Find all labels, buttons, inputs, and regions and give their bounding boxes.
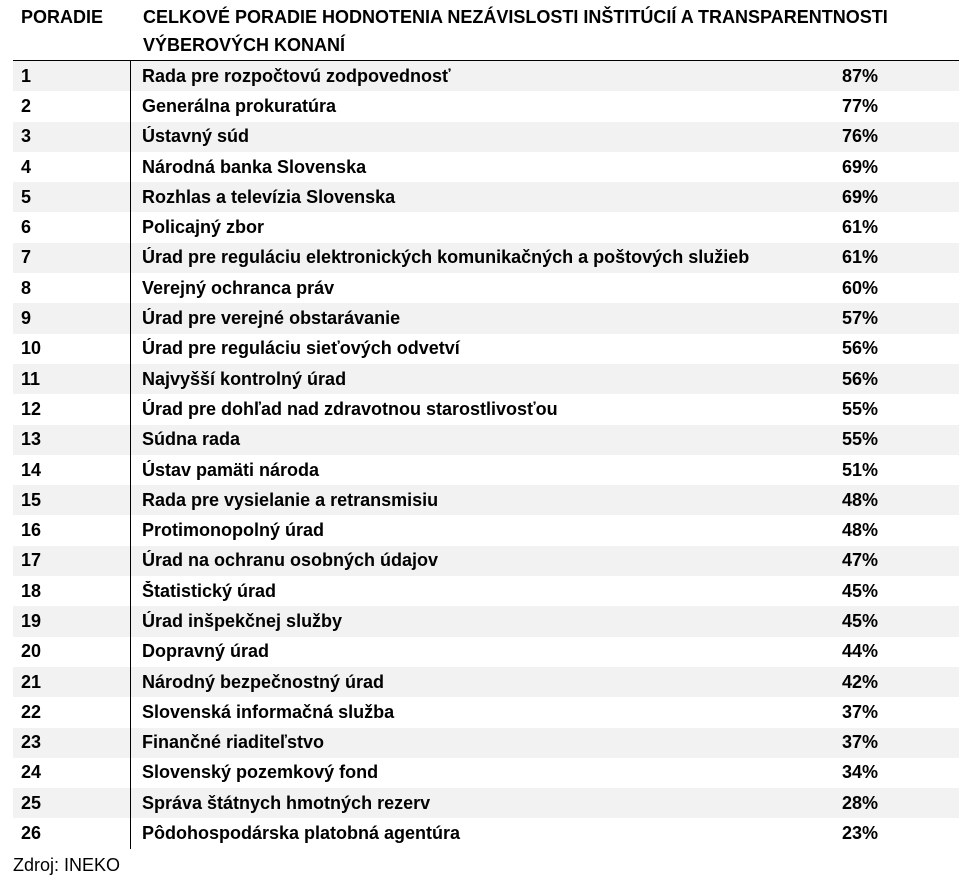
row-institution: Generálna prokuratúra: [142, 95, 337, 116]
row-institution: Úrad pre verejné obstarávanie: [142, 308, 401, 329]
row-rank: 9: [13, 303, 131, 333]
table-row: [13, 546, 959, 576]
row-rank: 18: [13, 576, 131, 606]
table-row: [13, 61, 959, 91]
row-institution: Slovenský pozemkový fond: [142, 762, 379, 783]
table-row: [13, 758, 959, 788]
table-row: [13, 515, 959, 545]
row-rank: 24: [13, 758, 131, 788]
table-row: [13, 212, 959, 242]
row-institution: Úrad pre reguláciu sieťových odvetví: [142, 338, 460, 359]
row-percentage: 45%: [842, 580, 879, 601]
row-percentage: 48%: [842, 520, 879, 541]
row-rank: 1: [13, 61, 131, 91]
table-row: [13, 243, 959, 273]
ranking-table: [13, 0, 959, 849]
table-row: [13, 455, 959, 485]
row-rank: 2: [13, 91, 131, 121]
row-institution: Úrad pre reguláciu elektronických komunikačných a poštových služieb: [142, 247, 750, 268]
row-rank: 15: [13, 485, 131, 515]
row-percentage: 56%: [842, 368, 879, 389]
row-rank: 26: [13, 818, 131, 848]
row-rank: 11: [13, 364, 131, 394]
table-row: [13, 303, 959, 333]
row-institution: Policajný zbor: [142, 217, 265, 238]
table-row: [13, 728, 959, 758]
row-institution: Rada pre rozpočtovú zodpovednosť: [142, 65, 451, 86]
row-institution: Protimonopolný úrad: [142, 520, 324, 541]
row-percentage: 51%: [842, 459, 879, 480]
row-rank: 10: [13, 334, 131, 364]
table-row: [13, 182, 959, 212]
table-row: [13, 818, 959, 848]
table-row: [13, 273, 959, 303]
row-rank: 14: [13, 455, 131, 485]
row-institution: Rozhlas a televízia Slovenska: [142, 186, 396, 207]
row-percentage: 69%: [842, 156, 879, 177]
row-percentage: 60%: [842, 277, 879, 298]
row-percentage: 37%: [842, 701, 879, 722]
table-row: [13, 122, 959, 152]
row-percentage: 28%: [842, 792, 879, 813]
table-row: [13, 91, 959, 121]
row-percentage: 45%: [842, 610, 879, 631]
table-row: [13, 576, 959, 606]
row-rank: 4: [13, 152, 131, 182]
row-percentage: 37%: [842, 732, 879, 753]
row-institution: Národná banka Slovenska: [142, 156, 367, 177]
row-percentage: 34%: [842, 762, 879, 783]
table-row: [13, 485, 959, 515]
row-percentage: 76%: [842, 126, 879, 147]
row-institution: Úrad na ochranu osobných údajov: [142, 550, 439, 571]
table-row: [13, 425, 959, 455]
row-percentage: 47%: [842, 550, 879, 571]
table-row: [13, 667, 959, 697]
row-rank: 5: [13, 182, 131, 212]
row-rank: 7: [13, 243, 131, 273]
row-institution: Národný bezpečnostný úrad: [142, 671, 385, 692]
row-institution: Pôdohospodárska platobná agentúra: [142, 823, 461, 844]
row-rank: 20: [13, 637, 131, 667]
row-institution: Ústavný súd: [142, 126, 250, 147]
row-institution: Štatistický úrad: [142, 580, 277, 601]
row-institution: Ústav pamäti národa: [142, 459, 320, 480]
table-row: [13, 394, 959, 424]
row-percentage: 44%: [842, 641, 879, 662]
row-rank: 21: [13, 667, 131, 697]
row-percentage: 56%: [842, 338, 879, 359]
table-row: [13, 637, 959, 667]
row-institution: Úrad pre dohľad nad zdravotnou starostlivosťou: [142, 398, 558, 419]
table-row: [13, 788, 959, 818]
row-institution: Správa štátnych hmotných rezerv: [142, 792, 431, 813]
row-institution: Dopravný úrad: [142, 641, 270, 662]
row-rank: 16: [13, 515, 131, 545]
row-rank: 23: [13, 728, 131, 758]
row-institution: Finančné riaditeľstvo: [142, 732, 324, 753]
row-percentage: 57%: [842, 308, 879, 329]
header-rank: PORADIE: [21, 7, 104, 27]
table-row: [13, 364, 959, 394]
row-percentage: 61%: [842, 217, 879, 238]
row-percentage: 69%: [842, 186, 879, 207]
row-percentage: 61%: [842, 247, 879, 268]
source-note: Zdroj: INEKO: [13, 855, 121, 875]
row-rank: 13: [13, 425, 131, 455]
row-rank: 19: [13, 606, 131, 636]
header-title: CELKOVÉ PORADIE HODNOTENIA NEZÁVISLOSTI INŠTITÚCIÍ A TRANSPARENTNOSTI VÝBEROVÝCH KONANÍ: [143, 7, 888, 55]
row-rank: 25: [13, 788, 131, 818]
row-institution: Slovenská informačná služba: [142, 701, 395, 722]
row-rank: 6: [13, 212, 131, 242]
row-percentage: 55%: [842, 398, 879, 419]
row-institution: Najvyšší kontrolný úrad: [142, 368, 347, 389]
table-body: [13, 60, 959, 849]
row-percentage: 23%: [842, 823, 879, 844]
row-percentage: 77%: [842, 95, 879, 116]
row-institution: Úrad inšpekčnej služby: [142, 610, 343, 631]
row-rank: 3: [13, 122, 131, 152]
row-percentage: 48%: [842, 489, 879, 510]
table-row: [13, 697, 959, 727]
table-row: [13, 152, 959, 182]
row-rank: 17: [13, 546, 131, 576]
row-percentage: 42%: [842, 671, 879, 692]
row-percentage: 87%: [842, 65, 879, 86]
table-header: [13, 0, 959, 60]
table-row: [13, 334, 959, 364]
row-rank: 8: [13, 273, 131, 303]
table-row: [13, 606, 959, 636]
row-rank: 12: [13, 394, 131, 424]
row-rank: 22: [13, 697, 131, 727]
row-institution: Verejný ochranca práv: [142, 277, 335, 298]
row-percentage: 55%: [842, 429, 879, 450]
row-institution: Súdna rada: [142, 429, 241, 450]
row-institution: Rada pre vysielanie a retransmisiu: [142, 489, 439, 510]
